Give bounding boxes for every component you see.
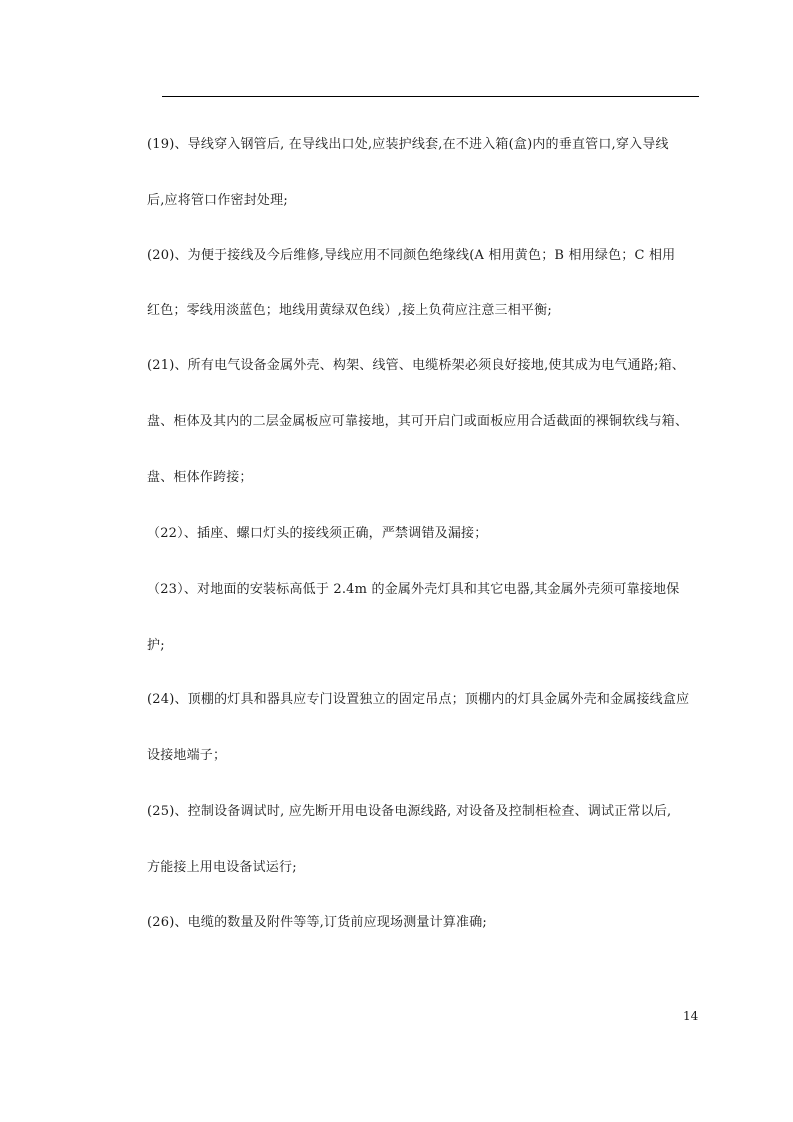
text-line-21c: 盘、柜体作跨接； — [147, 470, 253, 485]
text-line-20b: 红色；零线用淡蓝色；地线用黄绿双色线）,接上负荷应注意三相平衡; — [147, 303, 552, 318]
text-line-25a: (25)、控制设备调试时, 应先断开用电设备电源线路, 对设备及控制柜检查、调试正常以后, — [147, 804, 672, 819]
text-line-19a: (19)、导线穿入钢管后, 在导线出口处,应装护线套,在不进入箱(盒)内的垂直管口,穿入导线 — [147, 137, 669, 152]
text-line-20a: (20)、为便于接线及今后维修,导线应用不同颜色绝缘线(A 相用黄色；B 相用绿色；C 相用 — [147, 248, 676, 263]
text-line-24b: 设接地端子； — [147, 748, 227, 763]
text-line-22: （22）、插座、螺口灯头的接线须正确，严禁调错及漏接； — [147, 526, 488, 541]
text-line-21b: 盘、柜体及其内的二层金属板应可靠接地，其可开启门或面板应用合适截面的裸铜软线与箱、 — [147, 414, 689, 429]
page-number: 14 — [683, 1009, 699, 1023]
header-rule — [162, 96, 699, 97]
text-line-25b: 方能接上用电设备试运行; — [147, 860, 297, 875]
text-line-23b: 护; — [147, 638, 165, 653]
text-line-23a: （23）、对地面的安装标高低于 2.4m 的金属外壳灯具和其它电器,其金属外壳须可靠接地保 — [147, 582, 680, 597]
text-line-21a: (21)、所有电气设备金属外壳、构架、线管、电缆桥架必须良好接地,使其成为电气通路;箱、 — [147, 358, 685, 373]
text-line-19b: 后,应将管口作密封处理; — [147, 193, 288, 208]
text-line-24a: (24)、顶棚的灯具和器具应专门设置独立的固定吊点；顶棚内的灯具金属外壳和金属接线盒应 — [147, 692, 690, 707]
text-line-26: (26)、电缆的数量及附件等等,订货前应现场测量计算准确; — [147, 915, 487, 930]
